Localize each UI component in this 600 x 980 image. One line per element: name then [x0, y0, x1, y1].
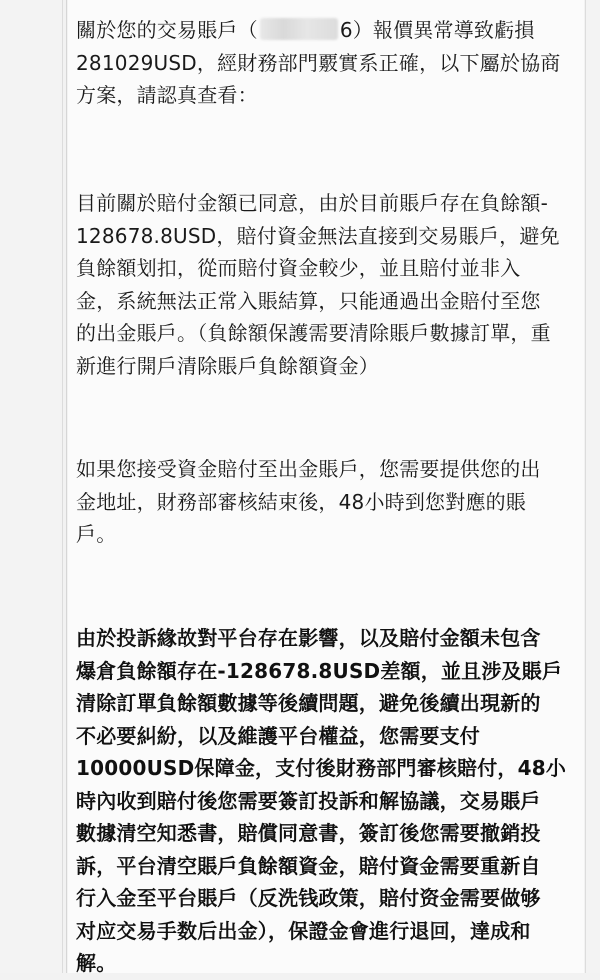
page-left-margin — [0, 0, 63, 973]
text-line: 的出金賬戶。（負餘額保護需要清除賬戶數據訂單，重 — [76, 321, 551, 345]
text-line: 281029USD，經財務部門覈實系正確，以下屬於協商 — [76, 50, 561, 75]
paragraph-withdrawal-address — [76, 453, 556, 551]
text-line: 由於投訴緣故對平台存在影響，以及賠付金額未包含 — [76, 626, 541, 650]
text-segment: 6）報價異常導致虧損 — [339, 18, 535, 42]
text-line: 時內收到賠付後您需要簽訂投訴和解協議，交易賬戶 — [76, 788, 541, 813]
text-line: 爆倉負餘額存在-128678.8USD差額，並且涉及賬戶 — [76, 658, 563, 683]
paragraph-compensation-status — [76, 187, 560, 382]
text-line: 負餘額划扣，從而賠付資金較少，並且賠付並非入 — [76, 256, 521, 280]
text-line: 新進行開戶清除賬戶負餘額資金） — [76, 353, 379, 378]
text-line: 清除訂單負餘額數據等後續問題，避免後續出現新的 — [76, 691, 541, 715]
text-line: 行入金至平台賬戶（反洗钱政策，賠付资金需要做够 — [76, 886, 541, 910]
paragraph-account-loss — [76, 14, 561, 112]
text-line: 金，系統無法正常入賬結算，只能通過出金賠付至您 — [76, 288, 541, 313]
redacted-account-number — [260, 18, 338, 40]
text-line: 128678.8USD，賠付資金無法直接到交易賬戶，避免 — [76, 223, 560, 248]
text-line: 金地址，財務部審核結束後，48小時到您對應的賬 — [76, 489, 527, 514]
paragraph-deposit-requirement — [76, 622, 567, 980]
text-segment: 關於您的交易賬戶（ — [76, 18, 258, 42]
text-line: 解。 — [76, 951, 117, 975]
text-line: 10000USD保障金，支付後財務部門審核賠付，48小 — [76, 756, 567, 780]
text-line — [76, 14, 556, 47]
text-line: 不必要糾紛，以及維護平台權益，您需要支付 — [76, 723, 480, 748]
margin-rule-line — [66, 0, 67, 973]
text-line: 如果您接受資金賠付至出金賬戶，您需要提供您的出 — [76, 457, 541, 481]
text-line: 數據清空知悉書，賠償同意書，簽訂後您需要撤銷投 — [76, 821, 541, 845]
text-line: 戶。 — [76, 522, 117, 546]
page-right-margin — [585, 0, 600, 973]
text-line: 訴，平台清空賬戶負餘額資金，賠付資金需要重新自 — [76, 853, 541, 878]
text-line: 方案，請認真查看： — [76, 83, 258, 107]
text-line: 对应交易手数后出金），保證金會進行退回，達成和 — [76, 918, 531, 943]
text-line: 目前關於賠付金額已同意，由於目前賬戶存在負餘額- — [76, 191, 549, 215]
